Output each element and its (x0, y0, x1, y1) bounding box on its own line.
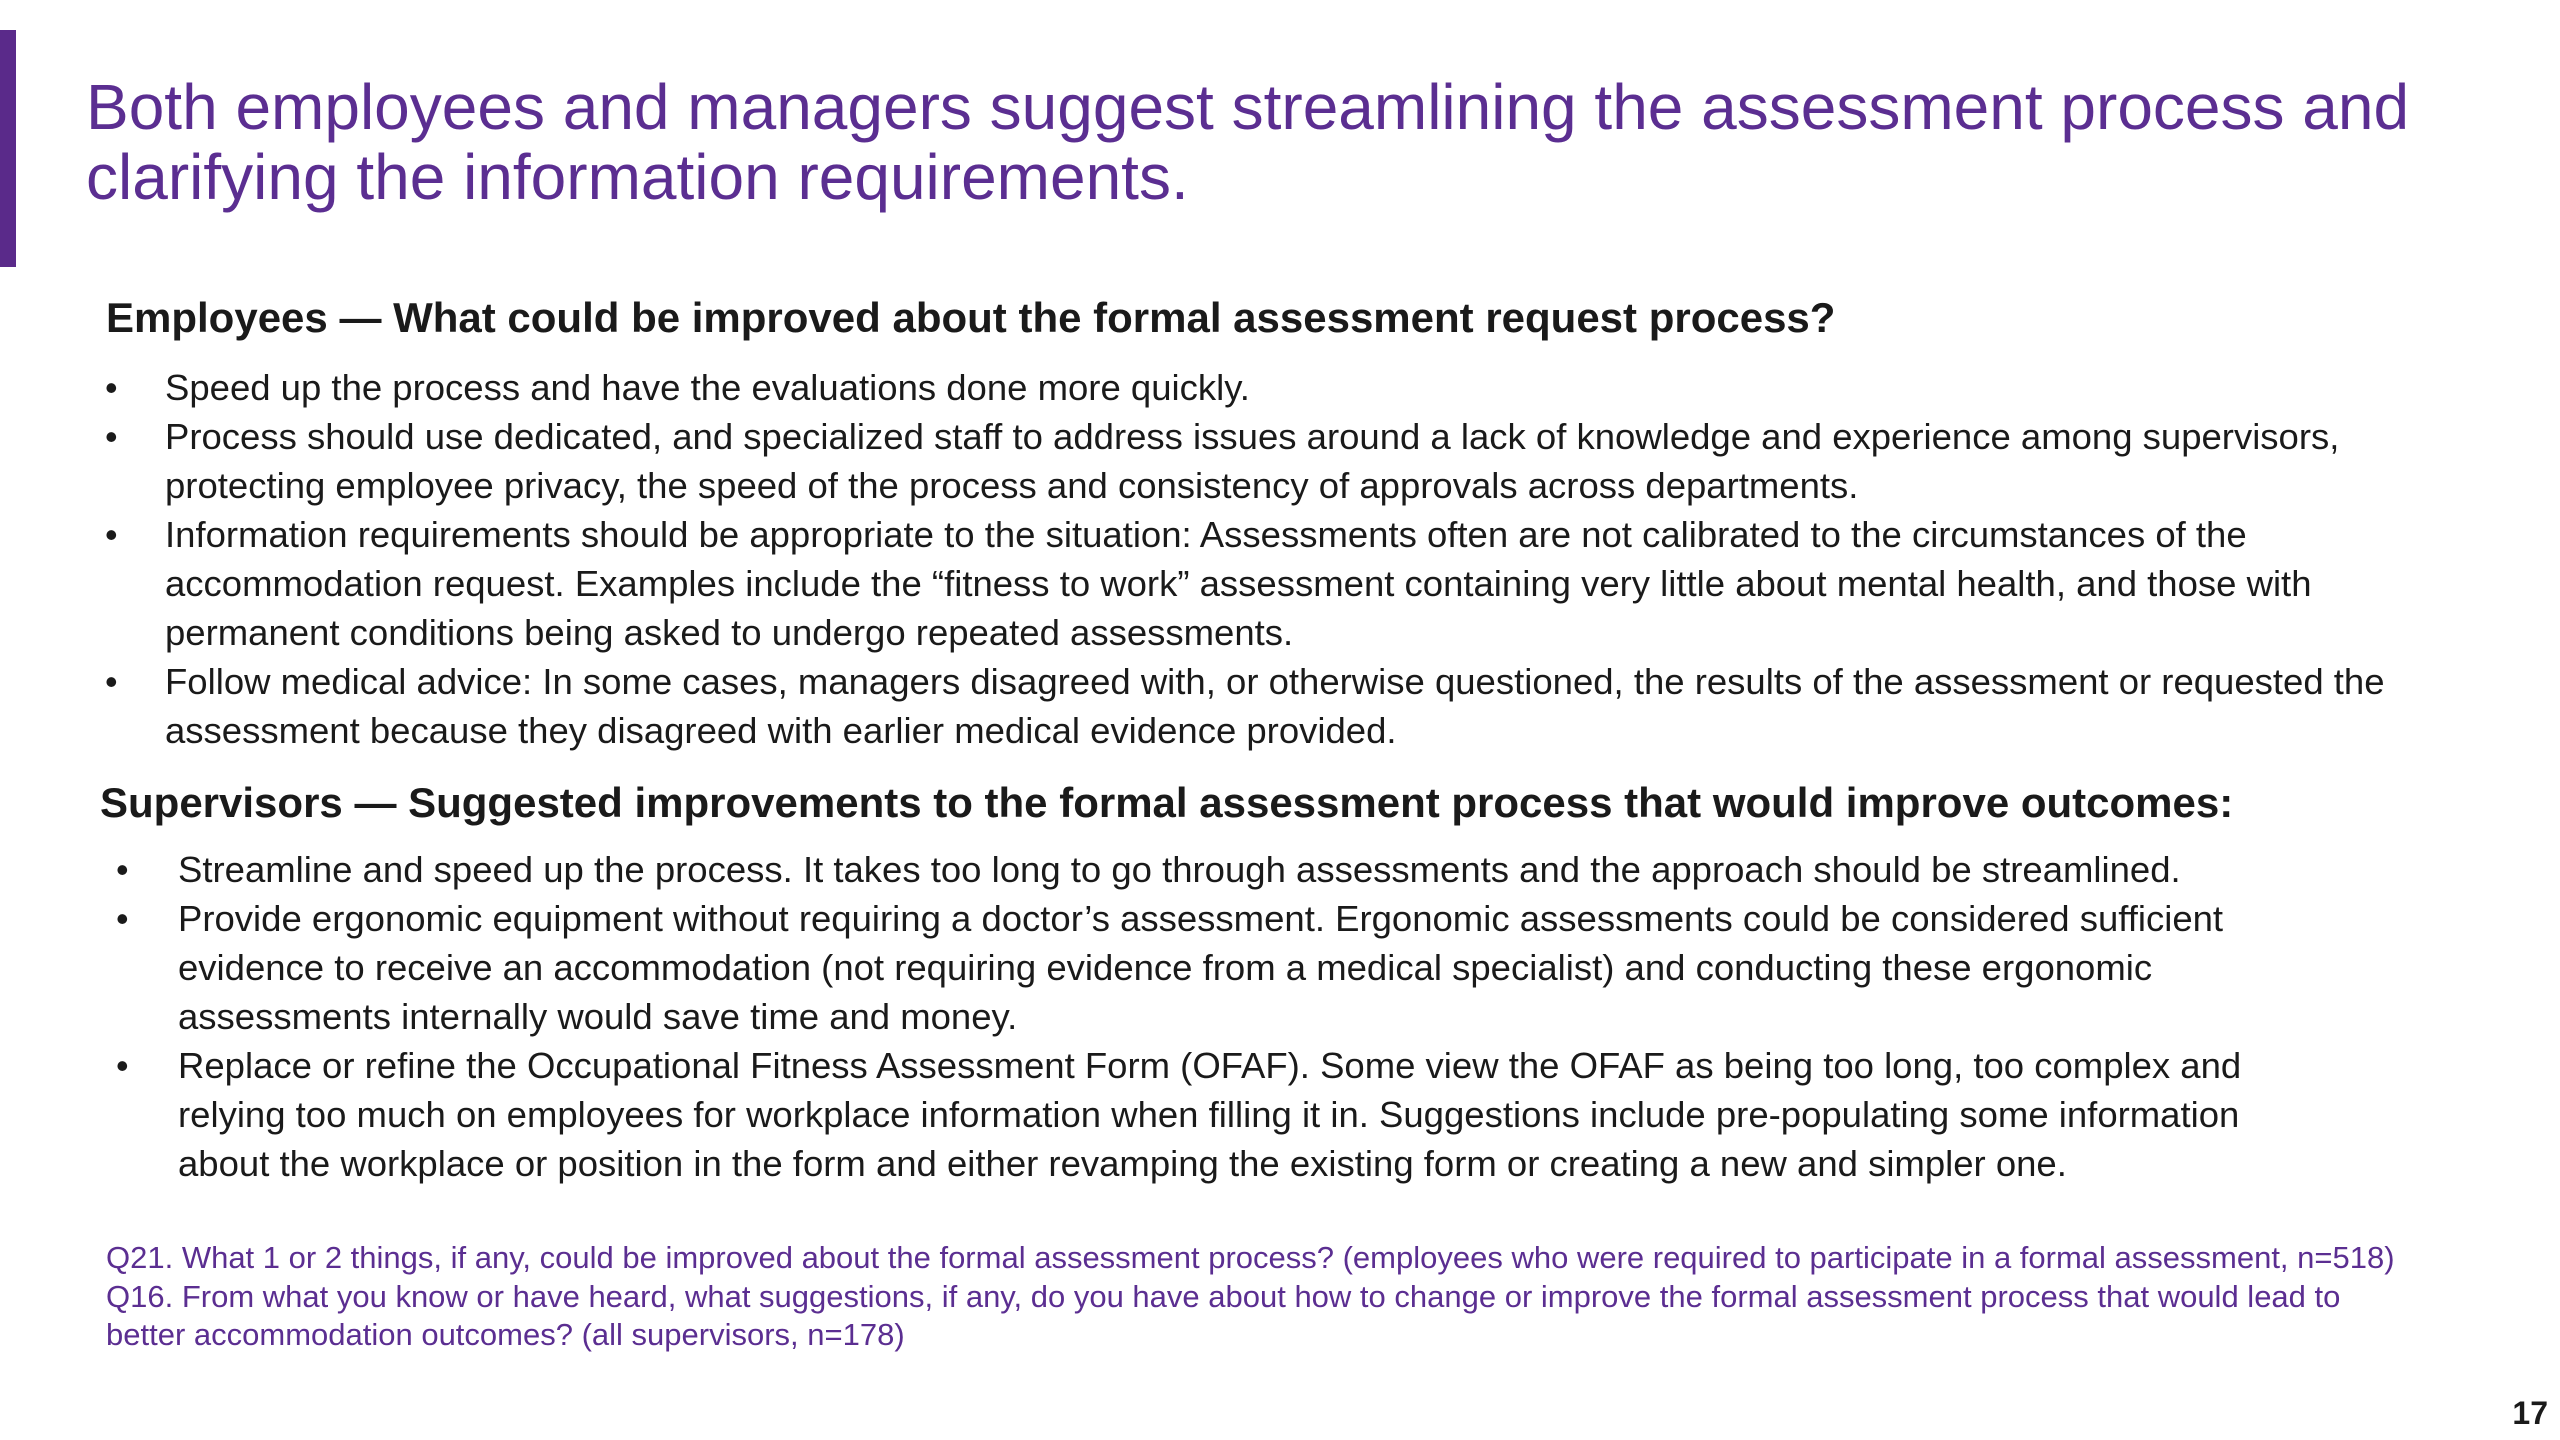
page-title: Both employees and managers suggest streamlining the assessment process and clarifying the information requirements. (86, 71, 2410, 213)
list-item-text: Streamline and speed up the process. It takes too long to go through assessments and the approach should be streamlined. (178, 849, 2181, 890)
list-item-text: Follow medical advice: In some cases, managers disagreed with, or otherwise questioned, the results of the assessment or requested the assessment because they disagreed with earlier medical evidence provided. (165, 661, 2385, 751)
list-item (105, 363, 2415, 412)
list-item-text: Provide ergonomic equipment without requiring a doctor’s assessment. Ergonomic assessments could be considered sufficient evidence to receive an accommodation (not requiring evidence from a medical specialist) and conducting these ergonomic assessments internally would save time and money. (178, 898, 2224, 1037)
bullet-icon: • (105, 416, 118, 457)
employees-heading: Employees — What could be improved about the formal assessment request process? (106, 294, 1836, 341)
list-item-text: Replace or refine the Occupational Fitness Assessment Form (OFAF). Some view the OFAF as being too long, too complex and relying too much on employees for workplace information when filling it in. Suggestions include pre-populating some information about the workplace or position in the form and either revamping the existing form or creating a new and simpler one. (178, 1045, 2242, 1184)
employees-list (105, 363, 2415, 755)
footnote-q21: Q21. What 1 or 2 things, if any, could be improved about the formal assessment process? (employees who were required to participate in a formal assessment, n=518) (106, 1240, 2395, 1275)
list-item (105, 412, 2415, 510)
footnote-q16: Q16. From what you know or have heard, what suggestions, if any, do you have about how to change or improve the formal assessment process that would lead to better accommodation outcomes? (all supervisors, n=178) (106, 1278, 2341, 1352)
page-number: 17 (2512, 1395, 2548, 1431)
list-item (116, 1041, 2298, 1188)
footnotes (106, 1239, 2406, 1355)
title-accent-bar (0, 30, 16, 267)
bullet-icon: • (116, 849, 129, 890)
list-item (116, 845, 2298, 894)
list-item (116, 894, 2298, 1041)
supervisors-heading: Supervisors — Suggested improvements to the formal assessment process that would improve outcomes: (100, 779, 2234, 826)
list-item-text: Process should use dedicated, and specialized staff to address issues around a lack of knowledge and experience among supervisors, protecting employee privacy, the speed of the process and consistency of approvals across departments. (165, 416, 2340, 506)
list-item-text: Speed up the process and have the evaluations done more quickly. (165, 367, 1250, 408)
bullet-icon: • (105, 367, 118, 408)
bullet-icon: • (105, 661, 118, 702)
supervisors-list (116, 845, 2298, 1188)
list-item (105, 657, 2415, 755)
bullet-icon: • (116, 898, 129, 939)
bullet-icon: • (105, 514, 118, 555)
list-item-text: Information requirements should be appropriate to the situation: Assessments often are not calibrated to the circumstances of the accommodation request. Examples include the “fitness to work” assessment containing very little about mental health, and those with permanent conditions being asked to undergo repeated assessments. (165, 514, 2312, 653)
bullet-icon: • (116, 1045, 129, 1086)
list-item (105, 510, 2415, 657)
